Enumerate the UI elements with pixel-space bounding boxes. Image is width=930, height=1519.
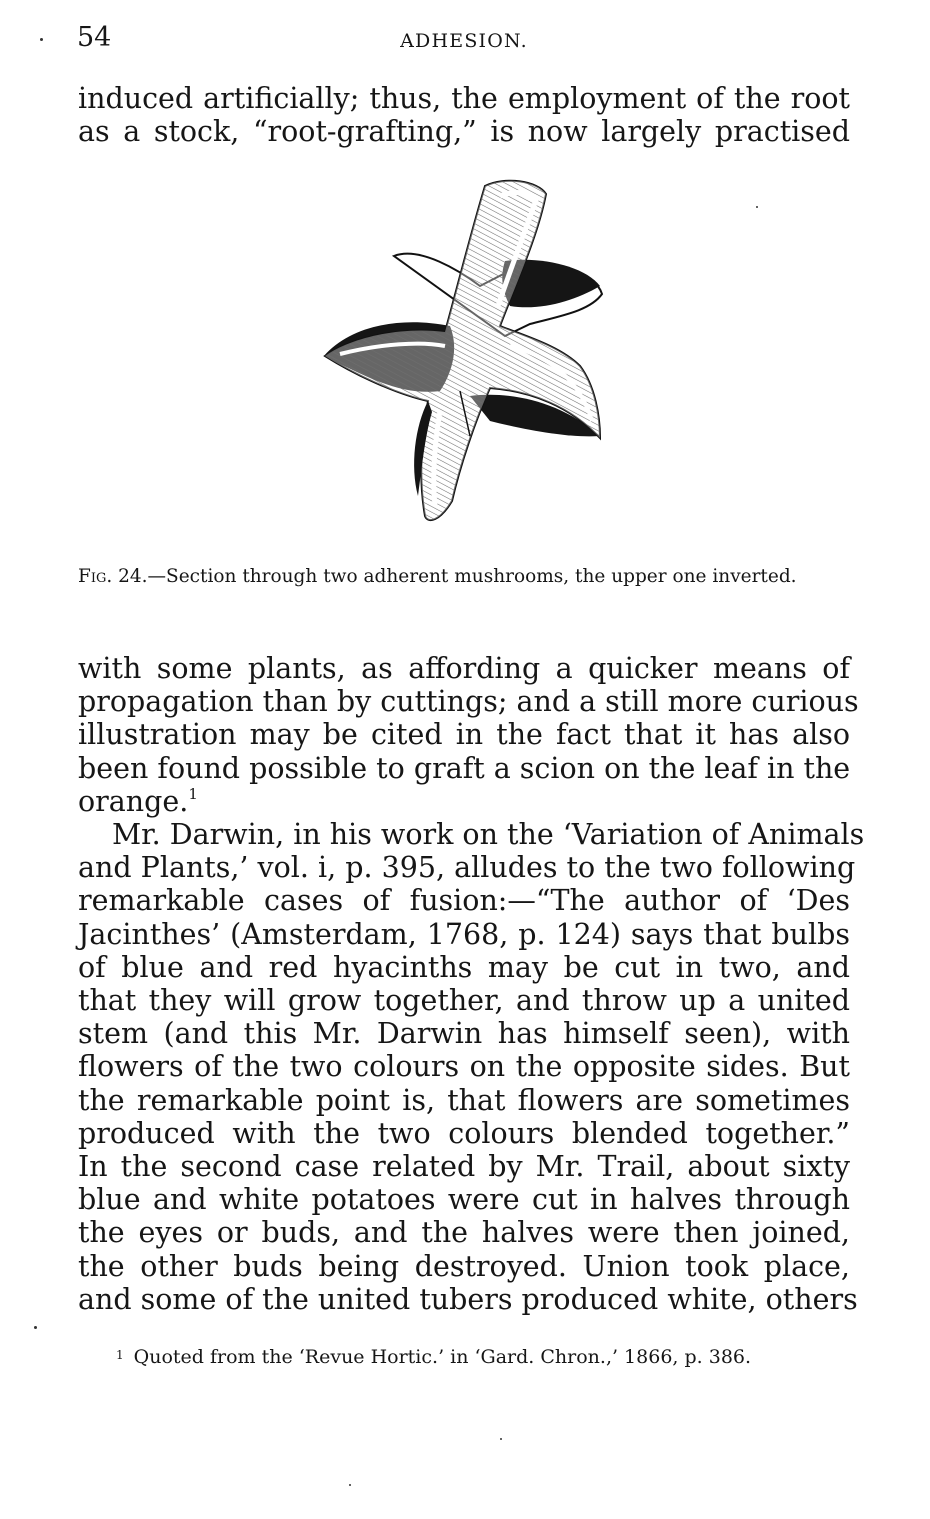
text-line: Jacinthes’ (Amsterdam, 1768, p. 124) says that bulbs (78, 917, 850, 951)
print-speck (756, 206, 758, 208)
print-speck (34, 1326, 37, 1329)
paragraph-darwin (78, 818, 865, 1316)
footnote-reference[interactable]: 1 (188, 784, 198, 803)
text-line: orange.$^1$ (78, 784, 198, 818)
page-number: 54 (77, 22, 112, 53)
running-head: ADHESION. (400, 30, 528, 52)
text-line: remarkable cases of fusion:—“The author of ‘Des (78, 884, 850, 918)
text-line: produced with the two colours blended together.” (78, 1116, 850, 1150)
text-line: illustration may be cited in the fact that it has also (78, 718, 850, 752)
text-line: blue and white potatoes were cut in halves through (78, 1183, 850, 1217)
text-line: stem (and this Mr. Darwin has himself seen), with (78, 1017, 850, 1051)
text-line: been found possible to graft a scion on the leaf in the (78, 751, 851, 785)
footnote-marker: 1 (116, 1348, 124, 1362)
text-line: that they will grow together, and throw up a united (78, 984, 850, 1018)
text-line: Mr. Darwin, in his work on the ‘Variation of Animals (112, 818, 865, 851)
text-line: the remarkable point is, that flowers are sometimes (78, 1083, 850, 1117)
paragraph-grafting (78, 652, 859, 818)
text-line: the eyes or buds, and the halves were then joined, (78, 1216, 850, 1250)
text-line: with some plants, as affording a quicker means of (78, 652, 850, 685)
text-line: the other buds being destroyed. Union took place, (78, 1249, 850, 1283)
text-line: and Plants,’ vol. i, p. 395, alludes to the two following (78, 851, 856, 885)
figure-label: Fig. 24. (78, 566, 148, 587)
figure-caption-text: —Section through two adherent mushrooms, the upper one inverted. (147, 566, 797, 587)
text-line: and some of the united tubers produced white, others (78, 1282, 858, 1316)
text-line: as a stock, “root-grafting,” is now largely practised (78, 115, 850, 149)
text-line: flowers of the two colours on the opposite sides. But (78, 1050, 850, 1084)
print-speck (349, 1484, 351, 1486)
figure-caption (78, 566, 850, 588)
print-speck (40, 38, 43, 41)
mushroom-section-figure (310, 176, 610, 532)
page-header (77, 22, 851, 62)
text-line: In the second case related by Mr. Trail, about sixty (78, 1150, 850, 1184)
text-line: propagation than by cuttings; and a still more curious (78, 685, 859, 719)
print-speck (500, 1438, 502, 1440)
footnote-text: Quoted from the ‘Revue Hortic.’ in ‘Gard. Chron.,’ 1866, p. 386. (133, 1346, 752, 1368)
footnote (116, 1346, 751, 1368)
text-line: induced artificially; thus, the employment of the root (78, 82, 850, 115)
paragraph-intro (78, 82, 850, 148)
text-line: of blue and red hyacinths may be cut in two, and (78, 950, 850, 984)
